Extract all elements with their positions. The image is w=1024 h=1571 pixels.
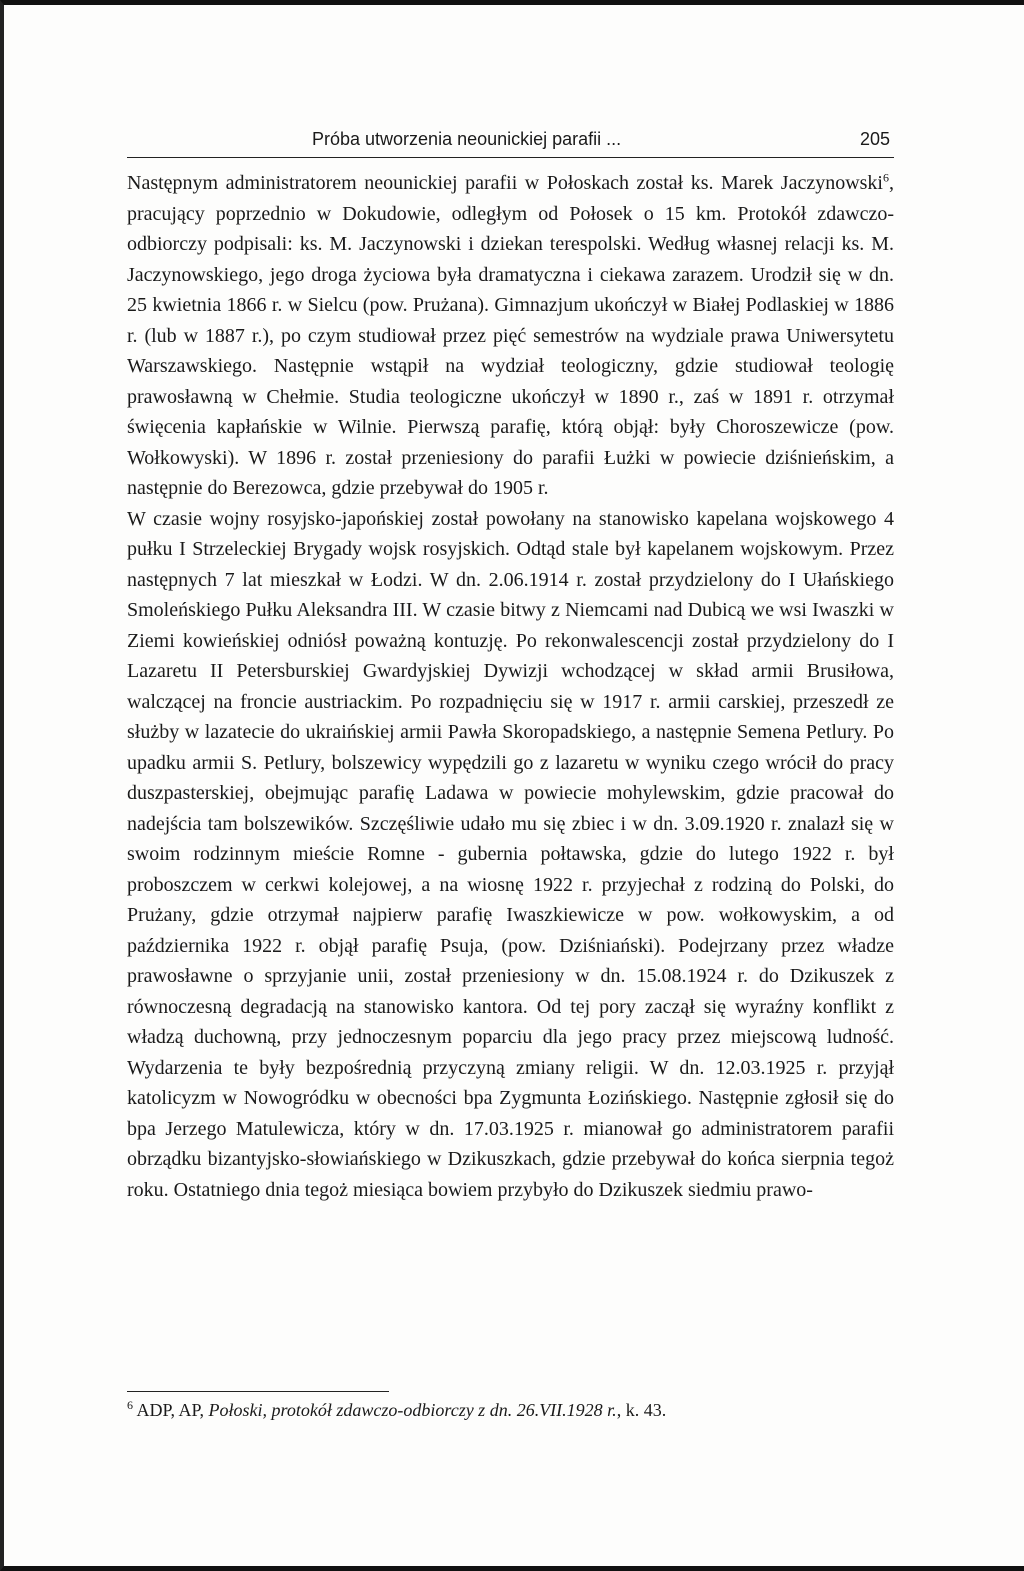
footnote-source: ADP, AP, — [133, 1400, 209, 1420]
footnote-reference: 6 — [883, 170, 889, 185]
footnote-title: Połoski, protokół zdawczo-odbiorczy z dn. 26.VII.1928 r. — [208, 1400, 617, 1420]
page-number: 205 — [859, 129, 890, 149]
paragraph-2: W czasie wojny rosyjsko-japońskiej został powołany na stanowisko kapelana wojskowego 4 pułku I Strzeleckiej Brygady wojsk rosyjskich. Odtąd stale był kapelanem wojskowym. Przez następnych 7 lat mieszkał w Łodzi. W dn. 2.06.1914 r. został przydzielony do I Ułańskiego Smoleńskiego Pułku Aleksandra III. W czasie bitwy z Niemcami nad Dubicą we wsi Iwaszki w Ziemi kowieńskiej odniósł poważną kontuzję. Po rekonwalescencji został przydzielony do I Lazaretu II Petersburskiej Gwardyjskiej Dywizji wchodzącej w skład armii Brusiłowa, walczącej na froncie austriackim. Po rozpadnięciu się w 1917 r. armii carskiej, przeszedł ze służby w lazatecie do ukraińskiej armii Pawła Skoropadskiego, a następnie Semena Petlury. Po upadku armii S. Petlury, bolszewicy wypędzili go z lazaretu w wyniku czego wrócił do pracy duszpasterskiej, obejmując parafię Ladawa w powiecie mohylewskim, gdzie pracował do nadejścia tam bolszewików. Szczęśliwie udało mu się zbiec i w dn. 3.09.1920 r. znalazł się w swoim rodzinnym mieście Romne - gubernia połtawska, gdzie do lutego 1922 r. był proboszczem w cerkwi kolejowej, a na wiosnę 1922 r. przyjechał z rodziną do Polski, do Prużany, gdzie otrzymał najpierw parafię Iwaszkiewicze w pow. wołkowyskim, a od października 1922 r. objął parafię Psuja, (pow. Dziśniański). Podejrzany przez władze prawosławne o sprzyjanie unii, został przeniesiony w dn. 15.08.1924 r. do Dzikuszek z równoczesną degradacją na stanowisko kantora. Od tej pory zaczął się wyraźny konflikt z władzą duchowną, przy jednoczesnym poparciu dla jego pracy przez miejscową ludność. Wydarzenia te były bezpośrednią przyczyną zmiany religii. W dn. 12.03.1925 r. przyjął katolicyzm w Nowogródku w obecności bpa Zygmunta Łozińskiego. Następnie zgłosił się do bpa Jerzego Matulewicza, który w dn. 17.03.1925 r. mianował go administratorem parafii obrządku bizantyjsko-słowiańskiego w Dzikuszkach, gdzie przebywał do końca sierpnia tegoż roku. Ostatniego dnia tegoż miesiąca bowiem przybyło do Dzikuszek siedmiu prawo- — [127, 507, 894, 1201]
footnote-number: 6 — [127, 1398, 133, 1412]
body-text — [127, 168, 894, 1205]
running-title: Próba utworzenia neounickiej parafii ... — [312, 129, 622, 149]
footnote — [127, 1397, 894, 1423]
footnote-divider — [127, 1391, 389, 1392]
footnote-page: , k. 43. — [616, 1400, 667, 1420]
paragraph-1 — [127, 168, 894, 504]
paragraph-1-start: Następnym administratorem neounickiej parafii w Połoskach został ks. Marek Jaczynowski — [127, 172, 883, 194]
paragraph-1-rest: , pracujący poprzednio w Dokudowie, odległym od Połosek o 15 km. Protokół zdawczo-odbiorczy podpisali: ks. M. Jaczynowski i dziekan terespolski. Według własnej relacji ks. M. Jaczynowskiego, jego droga życiowa była dramatyczna i ciekawa zarazem. Urodził się w dn. 25 kwietnia 1866 r. w Sielcu (pow. Prużana). Gimnazjum ukończył w Białej Podlaskiej w 1886 r. (lub w 1887 r.), po czym studiował przez pięć semestrów na wydziale prawa Uniwersytetu Warszawskiego. Następnie wstąpił na wydział teologiczny, gdzie studiował teologię prawosławną w Chełmie. Studia teologiczne ukończył w 1890 r., zaś w 1891 r. otrzymał święcenia kapłańskie w Wilnie. Pierwszą parafię, którą objął: były Choroszewicze (pow. Wołkowyski). W 1896 r. został przeniesiony do parafii Łużki w powiecie dziśnieńskim, a następnie do Berezowca, gdzie przebywał do 1905 r. — [127, 172, 894, 499]
running-head — [127, 127, 894, 158]
